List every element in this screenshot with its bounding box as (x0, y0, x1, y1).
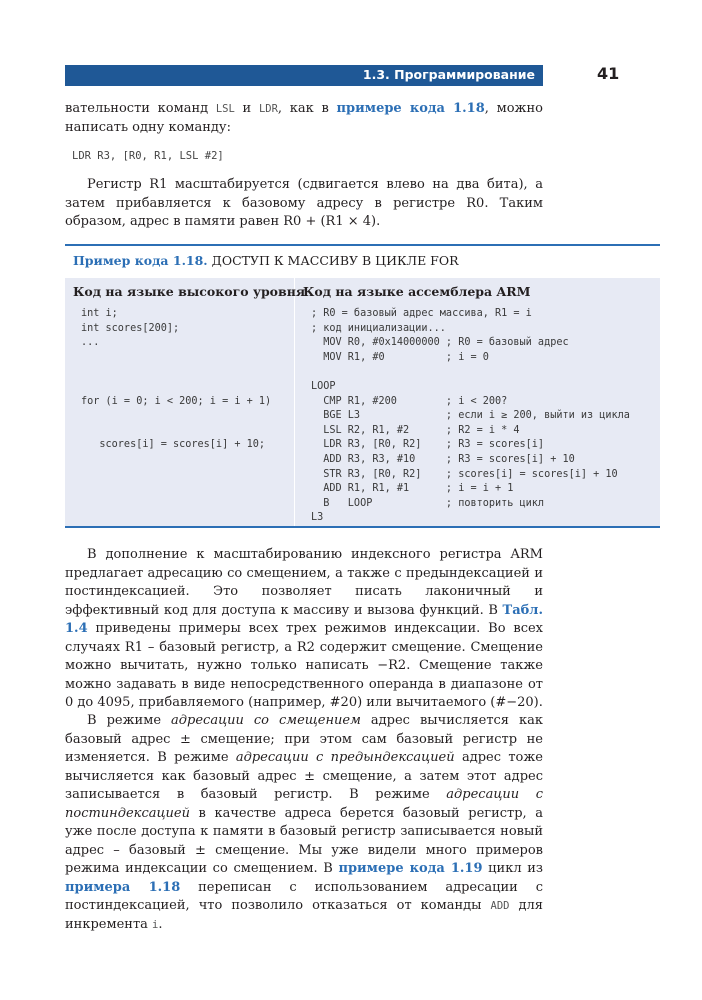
section-header-bar (65, 65, 543, 86)
inline-code-add: ADD (490, 900, 510, 912)
asm-code: ; R0 = базовый адрес массива, R1 = i ; код инициализации... MOV R0, #0x14000000 ; R0 = базовый адрес MOV R1, #0 ; i = 0 LOOP CMP R1, #200 ; i < 200? BGE L3 ; если i ≥ 200, выйти из цикла LSL R2, R1, #2 ; R2 = i * 4 LDR R3, [R0, R2] ; R3 = scores[i] ADD R3, R3, #10 ; R3 = scores[i] + 10 STR R3, [R0, R2] ; scores[i] = scores[i] + 10 ADD R1, R1, #1 ; i = i + 1 B LOOP ; повторить цикл L3 (311, 308, 630, 524)
link-table-1-4[interactable]: Табл. 1.4 (65, 602, 543, 636)
caption-title: ДОСТУП К МАССИВУ В ЦИКЛЕ FOR (211, 253, 459, 268)
paragraph-scaling: Регистр R1 масштабируется (сдвигается влево на два бита), а затем прибавляется к базовому адресу в регистре R0. Таким образом, адрес в памяти равен R0 + (R1 × 4). (65, 177, 543, 229)
paragraph-addressing-modes: В режиме адресации со смещением адрес вычисляется как базовый адрес ± смещение; при этом сам базовый регистр не изменяется. В режиме адресации с предындексацией адрес тоже вычисляется как базовый адрес ± смещение, а затем этот адрес записывается в базовый регистр. В режиме адресации с постиндексацией в качестве адреса берется базовый регистр, а уже после доступа к памяти в базовый регистр записывается новый адрес – базовый ± смещение. Мы уже видели много примеров режима индексации со смещением. В примере кода 1.19 цикл из примера 1.18 переписан с использованием адресации с постиндексацией, что позволило отказаться от команды ADD для инкремента i. (65, 713, 544, 932)
high-level-header: Код на языке высокого уровня (73, 284, 306, 299)
section-title: 1.3. Программирование (362, 67, 535, 82)
box-bottom-rule (65, 526, 660, 528)
high-level-code: int i; int scores[200]; ... for (i = 0; i < 200; i = i + 1) scores[i] = scores[i] + 10; (81, 308, 272, 451)
box-top-rule (65, 244, 660, 246)
paragraph-continuation: вательности команд LSL и LDR, как в примере кода 1.18, можно написать одну команду: (65, 101, 543, 135)
code-example-body (65, 278, 660, 526)
inline-code-lsl: LSL (215, 103, 235, 115)
link-code-example-1-18[interactable]: примере кода 1.18 (336, 101, 485, 116)
link-example-1-18[interactable]: примера 1.18 (65, 879, 181, 895)
code-line-ldr: LDR R3, [R0, R1, LSL #2] (72, 150, 224, 162)
code-example-box (65, 244, 660, 528)
asm-header: Код на языке ассемблера ARM (303, 284, 531, 299)
link-code-example-1-19[interactable]: примере кода 1.19 (338, 861, 483, 876)
caption-label[interactable]: Пример кода 1.18. (73, 253, 208, 268)
column-divider (294, 278, 295, 526)
code-example-caption (73, 253, 459, 268)
inline-code-ldr: LDR (258, 103, 278, 115)
paragraph-indexing-modes: В дополнение к масштабированию индексного регистра ARM предлагает адресацию со смещением, а также с предындексацией и постиндексацией. Это позволяет писать лаконичный и эффективный код для доступа к массиву и вызова функций. В Табл. 1.4 приведены примеры всех трех режимов индексации. Во всех случаях R1 – базовый регистр, а R2 содержит смещение. Смещение можно вычитать, нужно только написать −R2. Смещение также можно задавать в виде непосредственного операнда в диапазоне от 0 до 4095, прибавляемого (например, #20) или вычитаемого (#−20). (65, 547, 543, 710)
page-number: 41 (597, 64, 620, 83)
inline-code-i: i (152, 918, 159, 931)
